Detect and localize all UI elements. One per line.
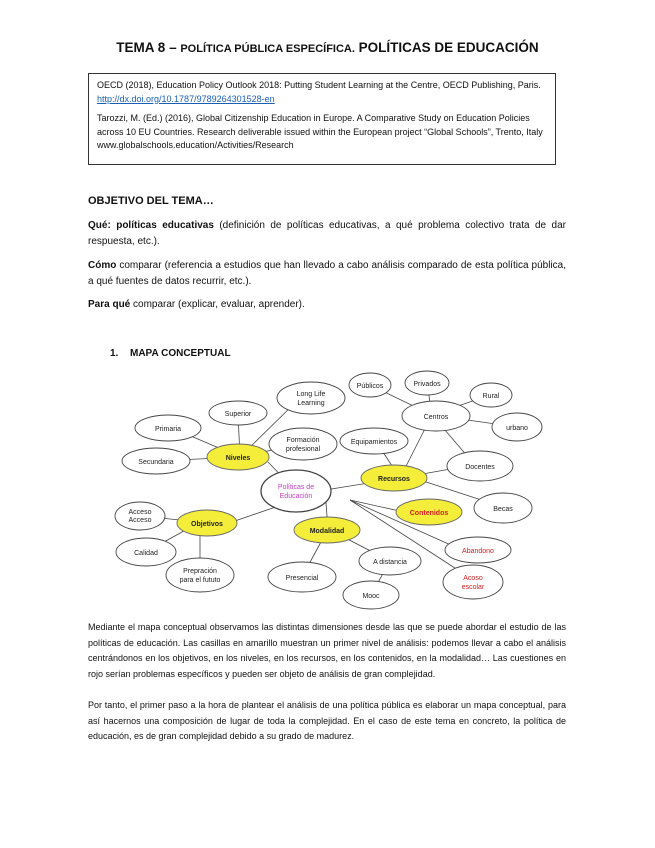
objective-heading: OBJETIVO DEL TEMA…	[88, 195, 214, 207]
label-primaria: Primaria	[154, 426, 182, 433]
reference-tarozzi: Tarozzi, M. (Ed.) (2016), Global Citizenship Education in Europe. A Comparative Study on Education Policies across 10 EU Countries. Research deliverable issued within the European project “Global Schools”, Trento, Italy www.globalschools.education/Activities/Research	[97, 113, 543, 150]
paraque-label: Para qué	[88, 299, 131, 310]
node-acoso	[443, 565, 503, 599]
label-docentes: Docentes	[465, 464, 495, 471]
node-longlife	[277, 382, 345, 414]
label-rural: Rural	[482, 393, 500, 400]
title-main: TEMA 8	[116, 40, 166, 55]
como-label: Cómo	[88, 260, 117, 271]
label-publicos: Públicos	[356, 383, 384, 390]
paraque-text: comparar (explicar, evaluar, aprender).	[130, 299, 305, 310]
que-bold: políticas educativas	[116, 220, 214, 231]
label-privados: Privados	[413, 381, 441, 388]
label-urbano: urbano	[506, 425, 528, 432]
label-becas: Becas	[493, 506, 513, 513]
label-formacion: Formación profesional	[285, 437, 321, 453]
label-modalidad: Modalidad	[309, 528, 345, 535]
node-formacion	[269, 428, 337, 460]
node-center	[261, 470, 331, 512]
title-subtitle-small: POLÍTICA PÚBLICA ESPECÍFICA.	[180, 43, 355, 55]
label-acceso: Acceso Acceso	[128, 509, 152, 524]
title-subtitle: POLÍTICAS DE EDUCACIÓN	[354, 40, 539, 55]
section-title: MAPA CONCEPTUAL	[130, 348, 231, 359]
label-calidad: Calidad	[134, 550, 158, 557]
label-distancia: A distancia	[373, 559, 407, 566]
label-abandono: Abandono	[462, 548, 494, 555]
reference-oecd-text: OECD (2018), Education Policy Outlook 2018: Putting Student Learning at the Centre, OECD Publishing, Paris.	[97, 80, 541, 90]
section-number: 1.	[110, 348, 119, 359]
label-superior: Superior	[224, 411, 252, 418]
que-label: Qué:	[88, 220, 117, 231]
label-centros: Centros	[423, 414, 449, 421]
node-preparacion	[166, 558, 234, 592]
node-acceso	[115, 502, 165, 530]
body-paragraph-2: Por tanto, el primer paso a la hora de plantear el análisis de una política pública es elaborar un mapa conceptual, para así hacernos una composición de lugar de toda la complejidad. En el caso de este tema en concreto, la política de educación, es de gran complejidad debido a su grado de madurez.	[88, 700, 566, 741]
label-longlife: Long Life Learning	[296, 391, 326, 407]
label-preparacion: Prepración para el fututo	[179, 568, 221, 584]
title-dash: –	[165, 40, 181, 55]
label-center: Políticas de Educación	[277, 484, 315, 500]
label-objetivos: Objetivos	[191, 521, 223, 528]
label-recursos: Recursos	[378, 476, 410, 483]
label-equipamientos: Equipamientos	[350, 439, 398, 446]
label-presencial: Presencial	[285, 575, 319, 582]
label-secundaria: Secundaria	[138, 459, 174, 466]
label-acoso: Acoso escolar	[461, 575, 485, 591]
body-paragraph-1: Mediante el mapa conceptual observamos las distintas dimensiones desde las que se puede abordar el estudio de las políticas de educación. Las casillas en amarillo muestran un primer nivel de análisis: podemos llevar a cabo el análisis centrándonos en los objetivos, en los niveles, en los recursos, en los contenidos, en la modalidad… Las cuestiones en rojo serían problemas específicos y pueden ser objeto de análisis de gran complejidad.	[88, 622, 566, 679]
como-text: comparar (referencia a estudios que han llevado a cabo análisis comparado de esta política pública, a qué fuentes de datos recurrir, etc.).	[88, 260, 566, 287]
label-contenidos: Contenidos	[409, 510, 449, 517]
que-text: (definición de políticas educativas, a qué problema colectivo trata de dar respuesta, etc.).	[88, 220, 566, 247]
label-mooc: Mooc	[362, 593, 380, 600]
label-niveles: Niveles	[225, 455, 251, 462]
reference-oecd-link[interactable]: http://dx.doi.org/10.1787/9789264301528-en	[97, 93, 275, 104]
